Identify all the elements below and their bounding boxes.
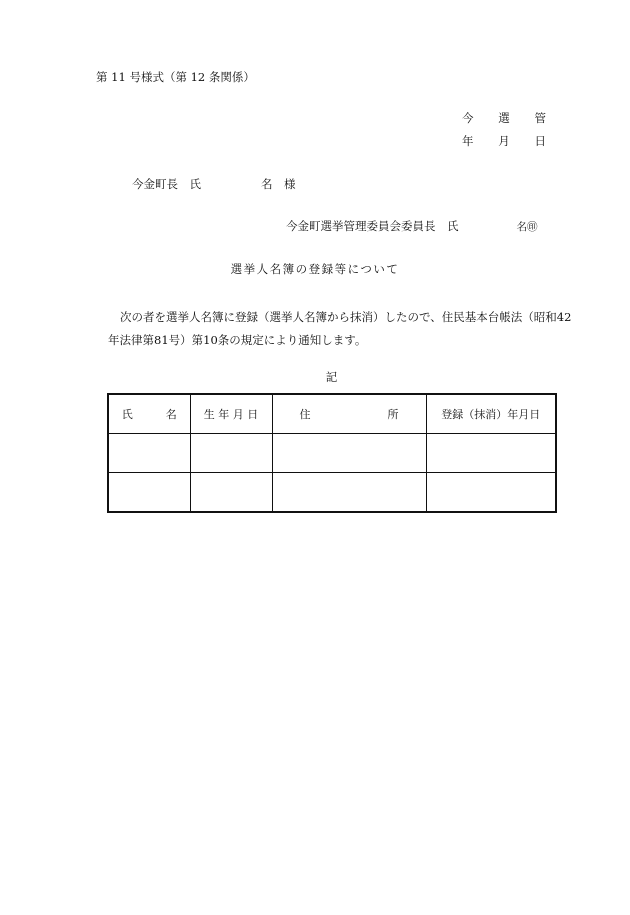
date-month-label: 月 [498,134,510,148]
table-header-row [108,394,556,434]
cell-name [108,434,190,473]
header-registration-date: 登録（抹消）年月日 [426,394,556,434]
cell-birthdate [190,434,272,473]
doc-number-part: 管 [534,111,546,125]
cell-name [108,473,190,513]
date-day-label: 日 [534,134,546,148]
body-text: 次の者を選挙人名簿に登録（選挙人名簿から抹消）したので、住民基本台帳法（昭和42年法律第81号）第10条の規定により通知します。 [108,310,572,347]
addressee-suffix: 名 様 [261,177,296,191]
table-row [108,473,556,513]
addressee-prefix: 今金町長 氏 [132,177,201,191]
records-table [107,393,557,513]
cell-registration-date [426,473,556,513]
header-address: 住 所 [272,394,426,434]
cell-address [272,434,426,473]
document-title: 選挙人名簿の登録等について [230,262,400,276]
cell-address [272,473,426,513]
document-date [462,136,546,148]
header-name: 氏 名 [108,394,190,434]
sender-title: 今金町選挙管理委員会委員長 氏 [286,219,459,233]
doc-number-part: 今 [462,111,474,125]
header-birthdate: 生 年 月 日 [190,394,272,434]
cell-registration-date [426,434,556,473]
cell-birthdate [190,473,272,513]
ki-label: 記 [325,370,338,384]
doc-number-part: 選 [498,111,510,125]
sender [286,221,538,233]
date-year-label: 年 [462,134,474,148]
addressee [132,179,296,191]
table-row [108,434,556,473]
sender-seal: 名㊞ [516,221,538,233]
document-number [462,113,546,125]
form-number-label: 第 11 号様式（第 12 条関係） [96,70,255,84]
